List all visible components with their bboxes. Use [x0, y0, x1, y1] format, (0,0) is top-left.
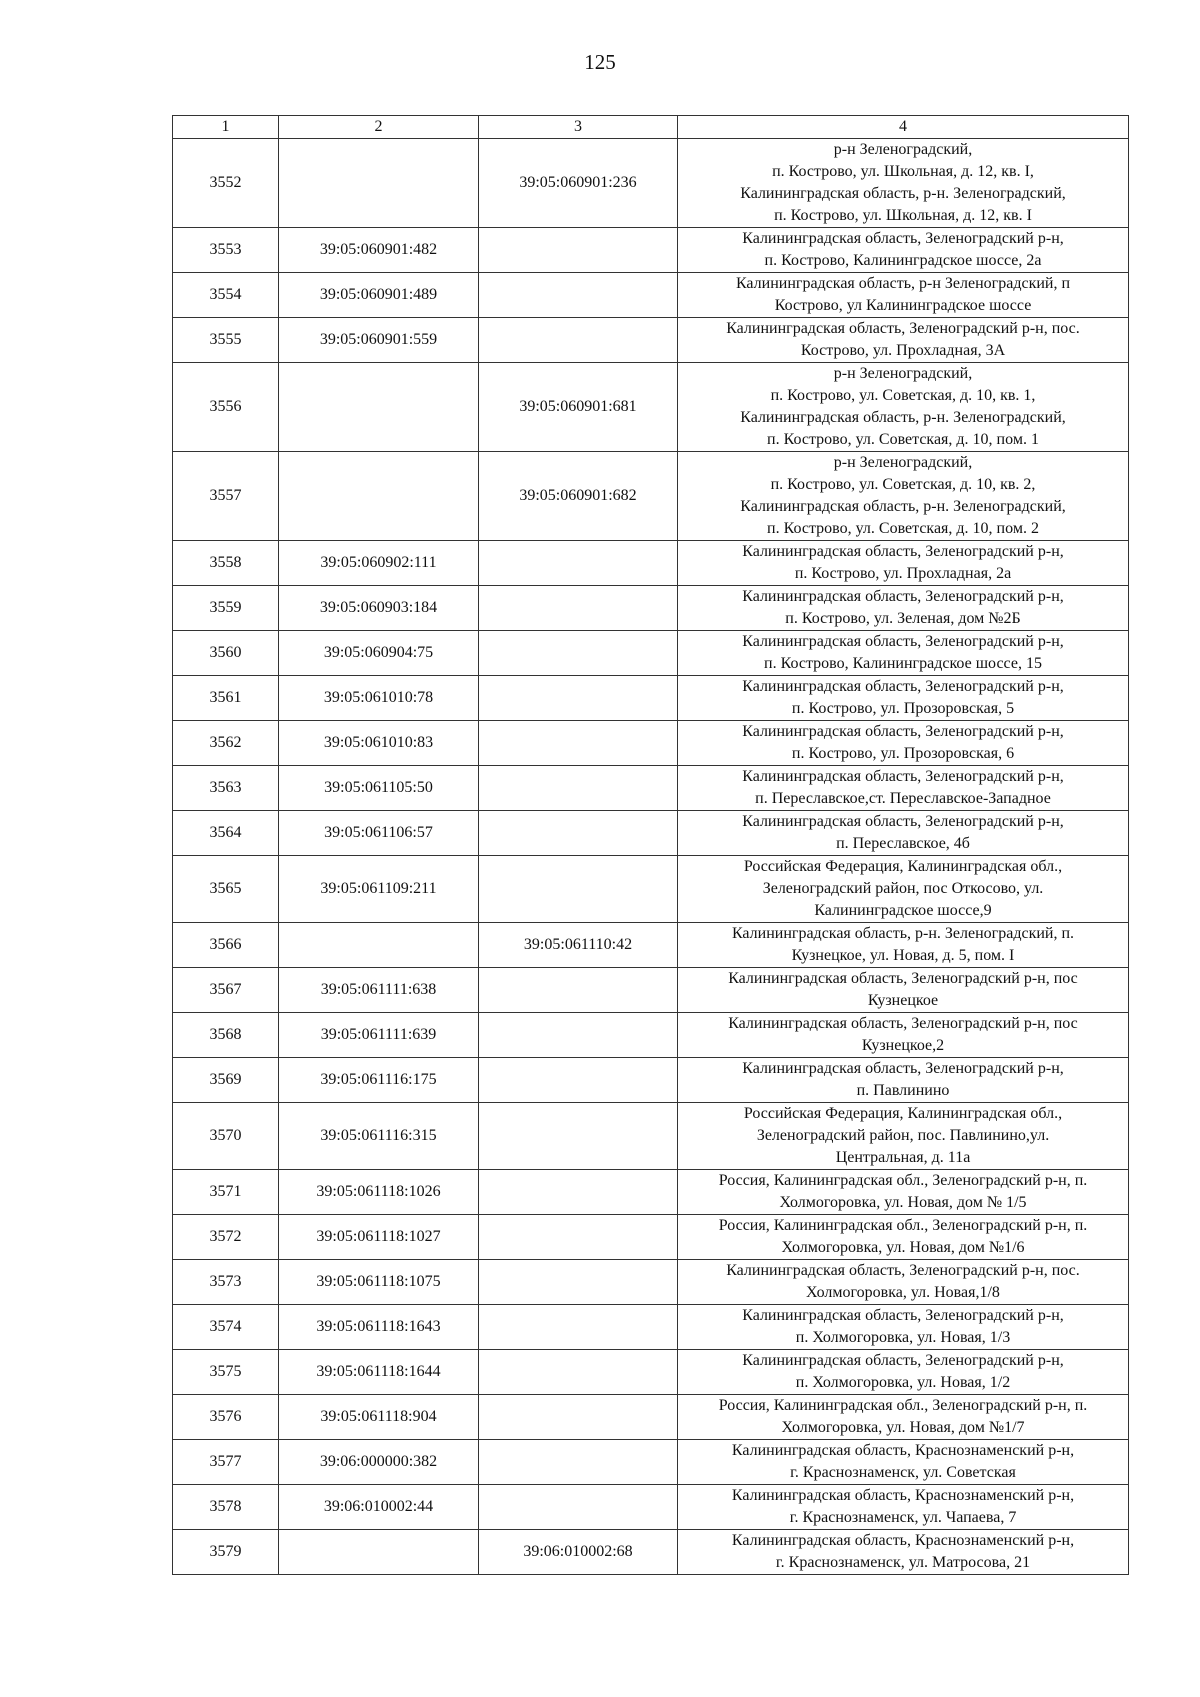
- address-cell: [678, 1215, 1129, 1260]
- address-line: Кузнецкое, ул. Новая, д. 5, пом. I: [791, 947, 1015, 964]
- cadastral-number-cell: 39:05:061118:1644: [279, 1350, 479, 1395]
- table-row: [173, 1215, 1129, 1260]
- address-cell: [678, 273, 1129, 318]
- header-cell-4: 4: [678, 116, 1129, 139]
- address-cell: [678, 721, 1129, 766]
- cadastral-number-alt-cell: [479, 541, 678, 586]
- address-cell: [678, 228, 1129, 273]
- cadastral-number-alt-cell: [479, 721, 678, 766]
- address-line: р-н Зеленоградский,: [833, 141, 973, 158]
- address-cell: [678, 1485, 1129, 1530]
- address-cell: [678, 856, 1129, 923]
- row-number-cell: 3561: [173, 676, 279, 721]
- cadastral-number-alt-cell: [479, 1058, 678, 1103]
- table-row: [173, 676, 1129, 721]
- address-line: Калининградская область, р-н. Зеленоградский, п.: [731, 925, 1075, 942]
- address-line: п. Кострово, ул. Советская, д. 10, кв. 2,: [770, 476, 1036, 493]
- table-row: [173, 631, 1129, 676]
- row-number-cell: 3567: [173, 968, 279, 1013]
- address-line: г. Краснознаменск, ул. Чапаева, 7: [789, 1509, 1017, 1526]
- address-cell: [678, 631, 1129, 676]
- row-number-cell: 3570: [173, 1103, 279, 1170]
- row-number-cell: 3575: [173, 1350, 279, 1395]
- row-number-cell: 3562: [173, 721, 279, 766]
- table-row: [173, 1058, 1129, 1103]
- address-line: Калининградская область, р-н. Зеленоградский,: [740, 185, 1066, 202]
- cadastral-number-cell: 39:05:060904:75: [279, 631, 479, 676]
- cadastral-number-alt-cell: [479, 1103, 678, 1170]
- table-row: [173, 1350, 1129, 1395]
- cadastral-number-alt-cell: 39:06:010002:68: [479, 1530, 678, 1575]
- row-number-cell: 3569: [173, 1058, 279, 1103]
- table-row: [173, 541, 1129, 586]
- address-line: Калининградская область, Зеленоградский р-н,: [742, 678, 1064, 695]
- row-number-cell: 3579: [173, 1530, 279, 1575]
- cadastral-number-cell: [279, 363, 479, 452]
- address-line: Кузнецкое: [867, 992, 939, 1009]
- cadastral-number-alt-cell: 39:05:060901:236: [479, 139, 678, 228]
- address-line: п. Кострово, ул. Школьная, д. 12, кв. I,: [772, 163, 1034, 180]
- address-line: п. Кострово, ул. Прозоровская, 6: [791, 745, 1015, 762]
- table-row: [173, 139, 1129, 228]
- address-line: Россия, Калининградская обл., Зеленоградский р-н, п.: [718, 1397, 1088, 1414]
- address-line: п. Кострово, ул. Прозоровская, 5: [791, 700, 1015, 717]
- cadastral-number-cell: 39:05:061105:50: [279, 766, 479, 811]
- address-line: Холмогоровка, ул. Новая, дом №1/6: [781, 1239, 1025, 1256]
- row-number-cell: 3572: [173, 1215, 279, 1260]
- row-number-cell: 3558: [173, 541, 279, 586]
- address-line: п. Кострово, ул. Школьная, д. 12, кв. I: [774, 207, 1032, 224]
- address-line: Кузнецкое,2: [861, 1037, 945, 1054]
- address-cell: [678, 811, 1129, 856]
- address-cell: [678, 676, 1129, 721]
- cadastral-number-cell: 39:05:060903:184: [279, 586, 479, 631]
- cadastral-number-alt-cell: [479, 1440, 678, 1485]
- page-number: 125: [584, 50, 616, 74]
- cadastral-number-alt-cell: [479, 631, 678, 676]
- address-cell: [678, 1058, 1129, 1103]
- address-cell: [678, 541, 1129, 586]
- address-line: Калининградская область, Зеленоградский р-н, пос.: [726, 320, 1080, 337]
- address-cell: [678, 1103, 1129, 1170]
- address-cell: [678, 363, 1129, 452]
- address-line: п. Кострово, Калининградское шоссе, 2а: [764, 252, 1042, 269]
- address-line: г. Краснознаменск, ул. Матросова, 21: [775, 1554, 1031, 1571]
- cadastral-number-cell: [279, 452, 479, 541]
- table-row: [173, 1485, 1129, 1530]
- cadastral-number-alt-cell: [479, 1485, 678, 1530]
- address-line: Зеленоградский район, пос. Павлинино,ул.: [756, 1127, 1050, 1144]
- cadastral-number-cell: 39:05:060901:559: [279, 318, 479, 363]
- cadastral-number-alt-cell: [479, 1170, 678, 1215]
- row-number-cell: 3554: [173, 273, 279, 318]
- address-line: Калининградская область, Зеленоградский р-н,: [742, 633, 1064, 650]
- row-number-cell: 3576: [173, 1395, 279, 1440]
- address-line: Холмогоровка, ул. Новая,1/8: [806, 1284, 1000, 1301]
- address-line: Калининградская область, Зеленоградский р-н,: [742, 230, 1064, 247]
- table-row: [173, 766, 1129, 811]
- address-line: п. Холмогоровка, ул. Новая, 1/3: [795, 1329, 1011, 1346]
- row-number-cell: 3555: [173, 318, 279, 363]
- cadastral-number-alt-cell: [479, 1305, 678, 1350]
- address-cell: [678, 318, 1129, 363]
- address-line: п. Кострово, ул. Советская, д. 10, пом. 1: [767, 431, 1039, 448]
- address-cell: [678, 452, 1129, 541]
- table-row: [173, 318, 1129, 363]
- address-cell: [678, 1260, 1129, 1305]
- cadastral-number-cell: [279, 923, 479, 968]
- address-line: Калининградская область, Краснознаменский р-н,: [731, 1532, 1075, 1549]
- cadastral-number-alt-cell: [479, 1215, 678, 1260]
- table-row: [173, 721, 1129, 766]
- cadastral-number-cell: 39:05:061118:904: [279, 1395, 479, 1440]
- cadastral-number-cell: [279, 1530, 479, 1575]
- table-row: [173, 1530, 1129, 1575]
- table-row: [173, 1170, 1129, 1215]
- header-row: [173, 116, 1129, 139]
- address-line: Калининградская область, Краснознаменский р-н,: [731, 1487, 1075, 1504]
- address-line: Калининградская область, Зеленоградский р-н,: [742, 768, 1064, 785]
- cadastral-number-cell: 39:05:060902:111: [279, 541, 479, 586]
- row-number-cell: 3577: [173, 1440, 279, 1485]
- address-cell: [678, 1530, 1129, 1575]
- registry-table: [172, 115, 1129, 1575]
- address-line: Калининградская область, Зеленоградский р-н,: [742, 1307, 1064, 1324]
- row-number-cell: 3552: [173, 139, 279, 228]
- address-line: Россия, Калининградская обл., Зеленоградский р-н, п.: [718, 1172, 1088, 1189]
- table-row: [173, 586, 1129, 631]
- address-line: Калининградское шоссе,9: [814, 902, 992, 919]
- address-line: п. Холмогоровка, ул. Новая, 1/2: [795, 1374, 1011, 1391]
- address-line: Россия, Калининградская обл., Зеленоградский р-н, п.: [718, 1217, 1088, 1234]
- row-number-cell: 3563: [173, 766, 279, 811]
- table-row: [173, 363, 1129, 452]
- address-line: Калининградская область, Краснознаменский р-н,: [731, 1442, 1075, 1459]
- address-line: Калининградская область, Зеленоградский р-н,: [742, 1352, 1064, 1369]
- cadastral-number-alt-cell: [479, 1013, 678, 1058]
- address-cell: [678, 1013, 1129, 1058]
- cadastral-number-cell: 39:05:061118:1075: [279, 1260, 479, 1305]
- address-line: Холмогоровка, ул. Новая, дом № 1/5: [779, 1194, 1027, 1211]
- table-row: [173, 452, 1129, 541]
- row-number-cell: 3564: [173, 811, 279, 856]
- address-line: Калининградская область, р-н Зеленоградский, п: [735, 275, 1071, 292]
- address-line: Калининградская область, Зеленоградский р-н, пос: [728, 1015, 1078, 1032]
- address-line: Калининградская область, Зеленоградский р-н,: [742, 723, 1064, 740]
- address-cell: [678, 1350, 1129, 1395]
- table-row: [173, 856, 1129, 923]
- cadastral-number-alt-cell: [479, 228, 678, 273]
- address-cell: [678, 968, 1129, 1013]
- address-line: п. Кострово, ул. Зеленая, дом №2Б: [785, 610, 1021, 627]
- address-line: п. Переславское,ст. Переславское-Западное: [755, 790, 1051, 807]
- cadastral-number-cell: 39:05:060901:489: [279, 273, 479, 318]
- cadastral-number-alt-cell: [479, 318, 678, 363]
- cadastral-number-cell: 39:06:010002:44: [279, 1485, 479, 1530]
- address-line: Зеленоградский район, пос Откосово, ул.: [762, 880, 1044, 897]
- cadastral-number-alt-cell: [479, 1395, 678, 1440]
- cadastral-number-cell: 39:05:061116:315: [279, 1103, 479, 1170]
- header-cell-2: 2: [279, 116, 479, 139]
- address-line: Калининградская область, Зеленоградский р-н,: [742, 813, 1064, 830]
- table-row: [173, 273, 1129, 318]
- cadastral-number-alt-cell: [479, 856, 678, 923]
- cadastral-number-cell: 39:05:061111:638: [279, 968, 479, 1013]
- row-number-cell: 3573: [173, 1260, 279, 1305]
- address-line: р-н Зеленоградский,: [833, 365, 973, 382]
- address-line: г. Краснознаменск, ул. Советская: [790, 1464, 1016, 1481]
- table-row: [173, 968, 1129, 1013]
- row-number-cell: 3553: [173, 228, 279, 273]
- cadastral-number-cell: 39:05:061118:1027: [279, 1215, 479, 1260]
- address-cell: [678, 586, 1129, 631]
- cadastral-number-cell: 39:05:061111:639: [279, 1013, 479, 1058]
- table-row: [173, 1395, 1129, 1440]
- table-row: [173, 811, 1129, 856]
- row-number-cell: 3571: [173, 1170, 279, 1215]
- address-line: Центральная, д. 11а: [835, 1149, 971, 1166]
- table-row: [173, 1440, 1129, 1485]
- address-line: п. Кострово, ул. Советская, д. 10, пом. 2: [767, 520, 1039, 537]
- cadastral-number-alt-cell: [479, 676, 678, 721]
- cadastral-number-alt-cell: [479, 586, 678, 631]
- address-line: Калининградская область, Зеленоградский р-н, пос.: [726, 1262, 1080, 1279]
- address-line: Калининградская область, Зеленоградский р-н, пос: [728, 970, 1078, 987]
- table-row: [173, 923, 1129, 968]
- address-line: Калининградская область, р-н. Зеленоградский,: [740, 498, 1066, 515]
- address-cell: [678, 923, 1129, 968]
- address-line: Калининградская область, Зеленоградский р-н,: [742, 543, 1064, 560]
- address-cell: [678, 1305, 1129, 1350]
- cadastral-number-alt-cell: [479, 273, 678, 318]
- address-line: Кострово, ул. Прохладная, 3А: [800, 342, 1006, 359]
- address-line: р-н Зеленоградский,: [833, 454, 973, 471]
- cadastral-number-alt-cell: [479, 1260, 678, 1305]
- cadastral-number-alt-cell: [479, 1350, 678, 1395]
- row-number-cell: 3574: [173, 1305, 279, 1350]
- address-line: п. Кострово, ул. Советская, д. 10, кв. 1,: [770, 387, 1036, 404]
- address-line: п. Кострово, ул. Прохладная, 2а: [794, 565, 1012, 582]
- address-line: п. Переславское, 4б: [836, 835, 970, 852]
- row-number-cell: 3556: [173, 363, 279, 452]
- address-line: п. Кострово, Калининградское шоссе, 15: [764, 655, 1042, 672]
- address-line: Кострово, ул Калининградское шоссе: [774, 297, 1032, 314]
- address-cell: [678, 139, 1129, 228]
- row-number-cell: 3565: [173, 856, 279, 923]
- address-line: Калининградская область, р-н. Зеленоградский,: [740, 409, 1066, 426]
- cadastral-number-cell: 39:05:061118:1643: [279, 1305, 479, 1350]
- row-number-cell: 3560: [173, 631, 279, 676]
- cadastral-number-cell: [279, 139, 479, 228]
- cadastral-number-alt-cell: [479, 968, 678, 1013]
- address-line: Российская Федерация, Калининградская обл.,: [743, 1105, 1063, 1122]
- row-number-cell: 3557: [173, 452, 279, 541]
- row-number-cell: 3578: [173, 1485, 279, 1530]
- cadastral-number-cell: 39:05:061109:211: [279, 856, 479, 923]
- header-cell-1: 1: [173, 116, 279, 139]
- table-row: [173, 228, 1129, 273]
- address-cell: [678, 1440, 1129, 1485]
- cadastral-number-alt-cell: 39:05:060901:681: [479, 363, 678, 452]
- cadastral-number-cell: 39:06:000000:382: [279, 1440, 479, 1485]
- table-body: [173, 139, 1129, 1575]
- cadastral-number-cell: 39:05:061116:175: [279, 1058, 479, 1103]
- address-line: Холмогоровка, ул. Новая, дом №1/7: [781, 1419, 1025, 1436]
- cadastral-number-cell: 39:05:061010:83: [279, 721, 479, 766]
- address-line: Калининградская область, Зеленоградский р-н,: [742, 1060, 1064, 1077]
- address-line: п. Павлинино: [856, 1082, 950, 1099]
- address-line: Российская Федерация, Калининградская обл.,: [743, 858, 1063, 875]
- cadastral-number-cell: 39:05:060901:482: [279, 228, 479, 273]
- address-cell: [678, 1170, 1129, 1215]
- cadastral-number-cell: 39:05:061118:1026: [279, 1170, 479, 1215]
- row-number-cell: 3568: [173, 1013, 279, 1058]
- cadastral-number-alt-cell: [479, 811, 678, 856]
- row-number-cell: 3559: [173, 586, 279, 631]
- table-row: [173, 1103, 1129, 1170]
- row-number-cell: 3566: [173, 923, 279, 968]
- table-row: [173, 1305, 1129, 1350]
- cadastral-number-cell: 39:05:061106:57: [279, 811, 479, 856]
- cadastral-number-alt-cell: 39:05:060901:682: [479, 452, 678, 541]
- table-row: [173, 1260, 1129, 1305]
- address-cell: [678, 766, 1129, 811]
- cadastral-number-alt-cell: [479, 766, 678, 811]
- table-row: [173, 1013, 1129, 1058]
- cadastral-number-cell: 39:05:061010:78: [279, 676, 479, 721]
- address-cell: [678, 1395, 1129, 1440]
- header-cell-3: 3: [479, 116, 678, 139]
- cadastral-number-alt-cell: 39:05:061110:42: [479, 923, 678, 968]
- address-line: Калининградская область, Зеленоградский р-н,: [742, 588, 1064, 605]
